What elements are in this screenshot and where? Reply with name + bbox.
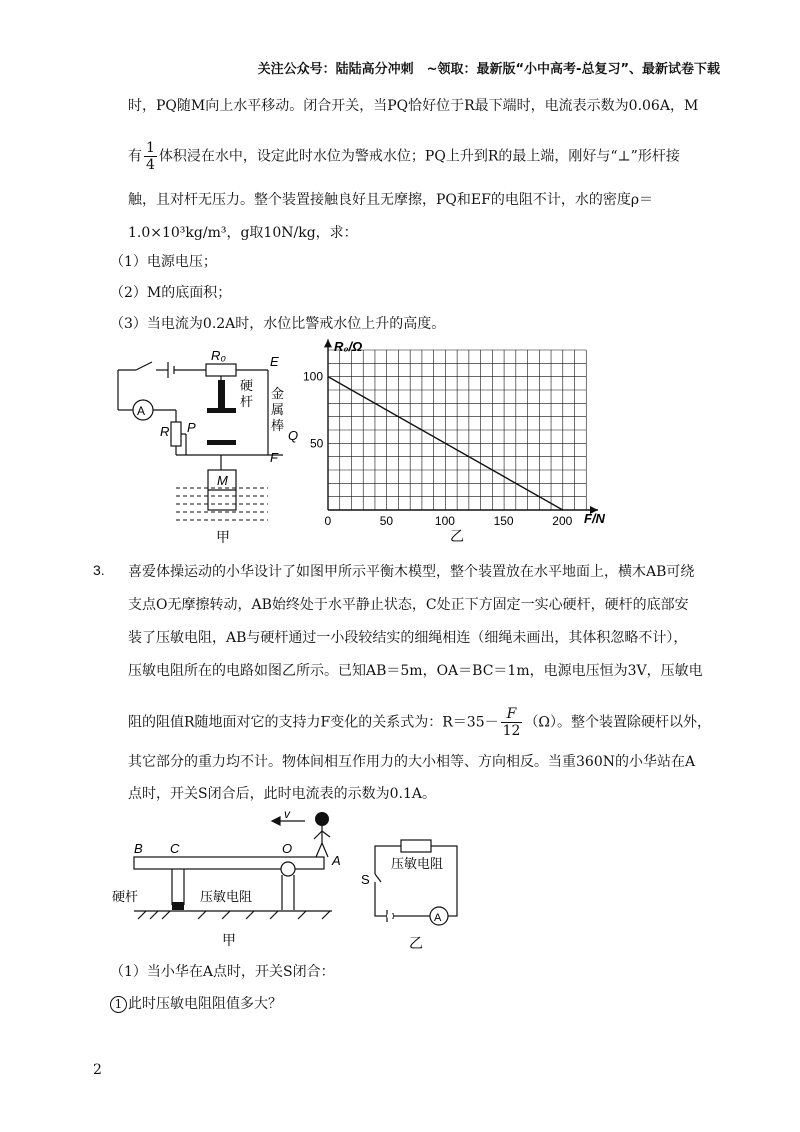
p3-line1: 喜爱体操运动的小华设计了如图甲所示平衡木模型，整个装置放在水平地面上，横木AB可绕 [128, 564, 695, 580]
label-O: O [282, 841, 293, 856]
sensor-label-yi: 压敏电阻 [391, 856, 444, 871]
fraction-f-12 [501, 706, 523, 739]
p2-q1: （1）电源电压； [110, 254, 217, 270]
caption-jia-3: 甲 [222, 932, 236, 948]
p3-line5 [128, 706, 711, 739]
p3-sub1 [110, 994, 282, 1014]
r0-label: R₀ [211, 348, 226, 363]
label-F: F [270, 450, 278, 465]
p3-line7: 点时，开关S闭合后，此时电流表的示数为0.1A。 [128, 786, 436, 802]
label-R: R [160, 424, 170, 439]
p2-line2-pre: 有 [128, 148, 142, 165]
person-head-icon [315, 812, 329, 826]
frac-num: F [501, 706, 523, 723]
p2-line2-post: 体积浸在水中，设定此时水位为警戒水位；PQ上升到R的最上端，刚好与“⊥”形杆接 [158, 148, 680, 165]
caption-jia: 甲 [216, 529, 230, 545]
p2-line2 [128, 140, 680, 173]
p3-line2: 支点O无摩擦转动，AB始终处于水平静止状态，C处正下方固定一实心硬杆，硬杆的底部安 [128, 597, 689, 613]
metal-label-1: 金 [271, 386, 285, 401]
label-Q: Q [288, 428, 299, 443]
chart-ylabel: R₀/Ω [334, 339, 363, 354]
chart-xlabel: F/N [584, 511, 605, 526]
metal-label-2: 属 [271, 402, 285, 417]
frac-num: 1 [146, 140, 155, 156]
p3-line5-pre: 阻的阻值R随地面对它的支持力F变化的关系式为：R＝35－ [128, 714, 499, 731]
x-tick-label: 200 [552, 514, 573, 528]
figure-circuit-yi [355, 830, 475, 955]
p2-line1: 时，PQ随M向上水平移动。闭合开关，当PQ恰好位于R最下端时，电流表示数为0.06A，M [128, 98, 699, 114]
switch-label-S: S [361, 872, 370, 887]
x-tick-label: 150 [493, 514, 514, 528]
p2-q2: （2）M的底面积； [110, 285, 232, 301]
metal-label-3: 棒 [271, 418, 285, 433]
ammeter-label-yi: A [434, 912, 442, 924]
p2-q3: （3）当电流为0.2A时，水位比警戒水位上升的高度。 [110, 316, 446, 332]
label-C: C [170, 841, 180, 856]
y-tick-label: 100 [303, 369, 324, 384]
page-header: 关注公众号：陆陆高分冲刺 ~领取：最新版“小中高考-总复习”、最新试卷下载 [257, 62, 720, 77]
label-E: E [270, 354, 279, 369]
pressure-sensor-icon [172, 902, 184, 910]
fraction-quarter [144, 140, 157, 173]
page-number: 2 [93, 1062, 102, 1078]
label-rod: 硬杆 [112, 889, 139, 904]
figure-circuit-jia [108, 340, 308, 545]
label-A: A [332, 853, 341, 868]
x-tick-label: 50 [379, 514, 394, 528]
x-tick-label: 100 [434, 514, 455, 528]
y-tick-label: 50 [310, 436, 324, 451]
frac-den: 4 [146, 157, 155, 173]
chart-grid [328, 350, 586, 510]
p3-sub1-text: 此时压敏电阻阻值多大？ [128, 996, 282, 1012]
chart-marks [303, 339, 598, 528]
p3-line3: 装了压敏电阻，AB与硬杆通过一小段较结实的细绳相连（细绳未画出，其体积忽略不计）， [128, 630, 688, 646]
caption-yi-3: 乙 [409, 935, 423, 951]
y-axis-arrow-icon [324, 339, 332, 347]
p2-line4: 1.0×10³kg/m³，g取10N/kg，求： [128, 225, 358, 241]
figure-balance-beam-jia [110, 805, 360, 955]
chart-caption: 乙 [450, 528, 464, 544]
label-M: M [217, 473, 228, 488]
label-v: v [284, 807, 290, 821]
label-sensor: 压敏电阻 [200, 889, 253, 904]
x-tick-label: 0 [324, 514, 332, 528]
hard-rod-icon [218, 380, 225, 412]
label-B: B [134, 841, 143, 856]
p3-line6: 其它部分的重力均不计。物体间相互作用力的大小相等、方向相反。当重360N的小华站在A [128, 754, 696, 770]
frac-den: 12 [502, 723, 521, 739]
circled-number: 1 [110, 996, 127, 1013]
p3-number: 3. [93, 562, 105, 578]
rod-label-2: 杆 [240, 394, 254, 409]
p2-line3: 触，且对杆无压力。整个装置接触良好且无摩擦，PQ和EF的电阻不计，水的密度ρ＝ [128, 192, 654, 208]
p3-line5-post: （Ω）。整个装置除硬杆以外， [524, 714, 712, 731]
chart-r0-vs-f [300, 335, 620, 545]
p3-q1: （1）当小华在A点时，开关S闭合： [110, 964, 335, 980]
ammeter-label: A [137, 404, 146, 418]
rod-label-1: 硬 [240, 378, 254, 393]
p3-line4: 压敏电阻所在的电路如图乙所示。已知AB＝5m，OA＝BC＝1m，电源电压恒为3V，压敏电 [128, 663, 703, 679]
label-P: P [187, 420, 196, 435]
